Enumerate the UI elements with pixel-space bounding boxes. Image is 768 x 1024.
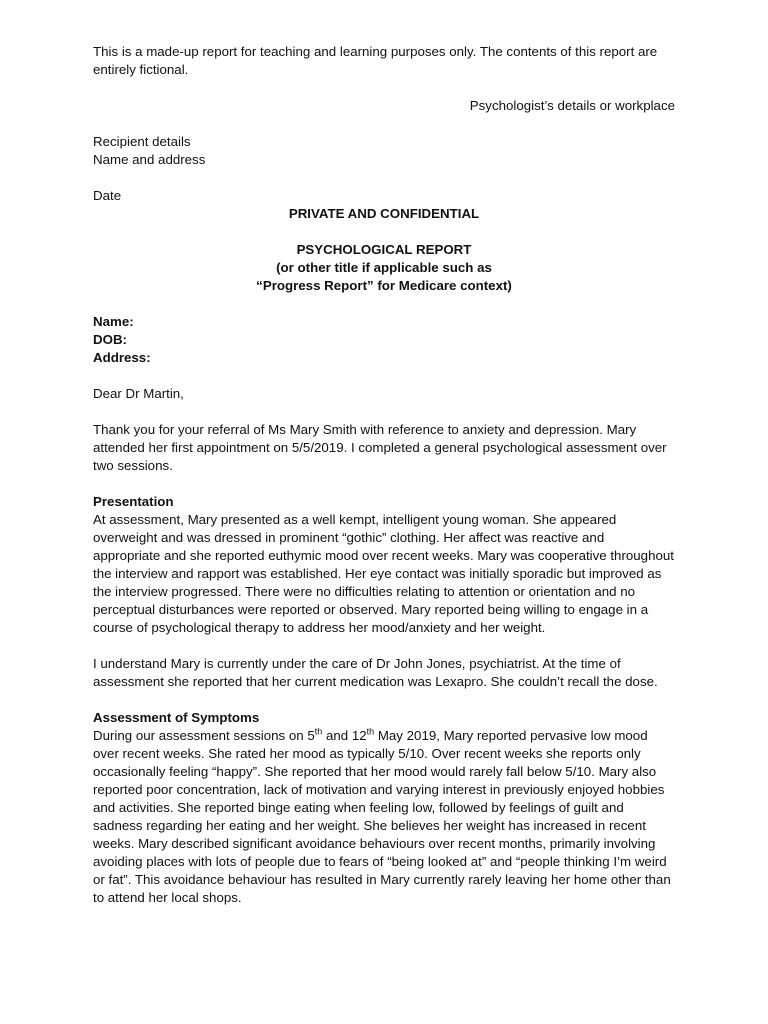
psychologist-details: Psychologist’s details or workplace bbox=[469, 98, 675, 113]
ordinal-superscript-1: th bbox=[314, 726, 323, 737]
intro-paragraph: Thank you for your referral of Ms Mary Smith with reference to anxiety and depression. Mary attended her first appointment on 5/5/2019. I completed a general psychological assessment over two sessions. bbox=[93, 422, 667, 473]
symptoms-paragraph bbox=[93, 727, 675, 907]
address-field-label: Address: bbox=[93, 350, 151, 365]
client-fields bbox=[93, 313, 675, 367]
report-title bbox=[93, 241, 675, 295]
presentation-heading: Presentation bbox=[93, 494, 174, 509]
recipient-block bbox=[93, 133, 675, 169]
date-label: Date bbox=[93, 188, 122, 203]
recipient-name-address: Name and address bbox=[93, 152, 206, 167]
salutation: Dear Dr Martin, bbox=[93, 386, 184, 401]
report-title-line-2: (or other title if applicable such as bbox=[276, 260, 492, 275]
recipient-details: Recipient details bbox=[93, 134, 191, 149]
dob-field-label: DOB: bbox=[93, 332, 127, 347]
name-field-label: Name: bbox=[93, 314, 134, 329]
symptoms-text-part-3: May 2019, Mary reported pervasive low mood over recent weeks. She rated her mood as typically 5/10. Over recent weeks she reports only occasionally feeling “happy”. She reported that her mood would rarely fall below 5/10. Mary also reported poor concentration, lack of motivation and varying interest in previously enjoyed hobbies and activities. She reported binge eating when feeling low, followed by feelings of guilt and sadness regarding her eating and her weight. She believes her weight has increased in recent weeks. Mary described significant avoidance behaviours over recent months, primarily involving avoiding places with lots of people due to fears of “being looked at” and “people thinking I’m weird or fat”. This avoidance behaviour has resulted in Mary currently rarely leaving her home other than to attend her local shops. bbox=[93, 728, 671, 905]
report-title-line-1: PSYCHOLOGICAL REPORT bbox=[296, 242, 472, 257]
medication-paragraph: I understand Mary is currently under the care of Dr John Jones, psychiatrist. At the time of assessment she reported that her current medication was Lexapro. She couldn’t recall the dose. bbox=[93, 656, 658, 689]
confidential-heading: PRIVATE AND CONFIDENTIAL bbox=[288, 206, 480, 221]
symptoms-section bbox=[93, 709, 675, 907]
ordinal-superscript-2: th bbox=[366, 726, 375, 737]
report-title-line-3: “Progress Report” for Medicare context) bbox=[256, 278, 512, 293]
symptoms-text-part-2: and 12 bbox=[322, 728, 367, 743]
disclaimer-text: This is a made-up report for teaching and learning purposes only. The contents of this report are entirely fictional. bbox=[93, 44, 658, 77]
presentation-paragraph: At assessment, Mary presented as a well kempt, intelligent young woman. She appeared overweight and was dressed in prominent “gothic” clothing. Her affect was reactive and appropriate and she reported euthymic mood over recent weeks. Mary was cooperative throughout the interview and rapport was established. Her eye contact was initially sporadic but improved as the interview progressed. There were no difficulties relating to attention or orientation and no perceptual disturbances were reported or observed. Mary reported being willing to engage in a course of psychological therapy to address her mood/anxiety and her weight. bbox=[93, 512, 674, 635]
symptoms-heading: Assessment of Symptoms bbox=[93, 710, 260, 725]
symptoms-text-part-1: During our assessment sessions on 5 bbox=[93, 728, 315, 743]
presentation-section bbox=[93, 493, 675, 637]
